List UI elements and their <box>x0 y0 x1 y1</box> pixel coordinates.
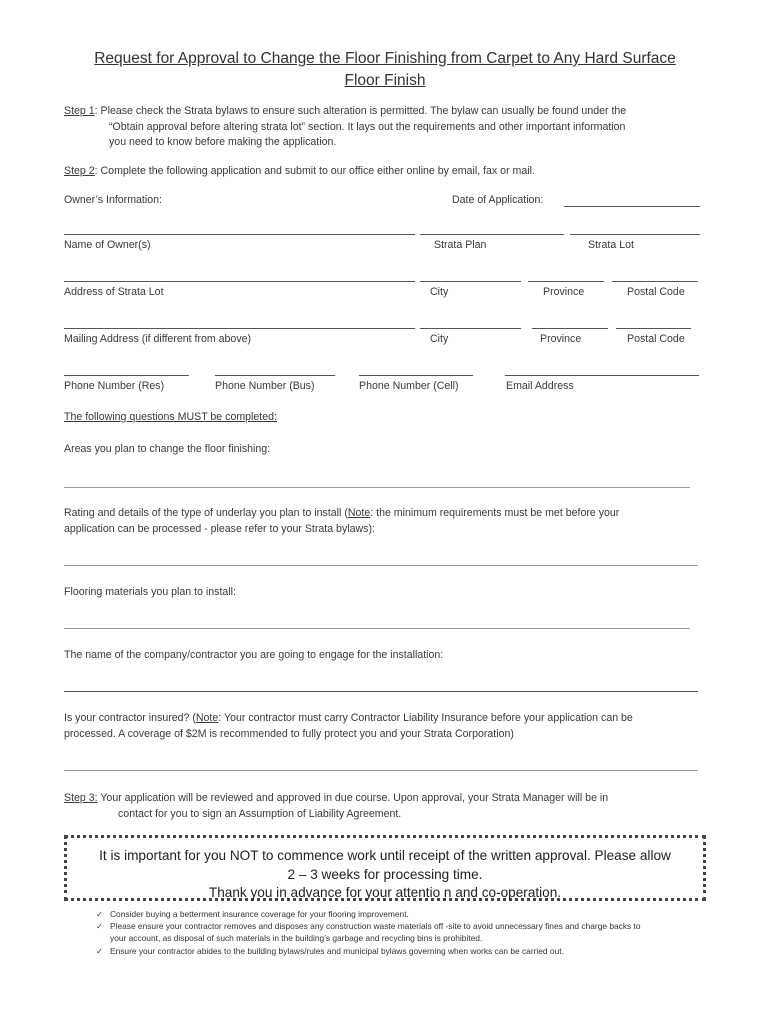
name-of-owner-field[interactable] <box>64 234 415 235</box>
city-label-1: City <box>430 286 449 298</box>
title-line-2: Floor Finish <box>344 72 426 89</box>
underlay-note: Note <box>347 507 371 519</box>
province-field-1[interactable] <box>528 281 604 282</box>
step3-text-2: contact for you to sign an Assumption of Liability Agreement. <box>118 807 402 820</box>
underlay-text-3: application can be processed - please refer to your Strata bylaws): <box>64 522 375 535</box>
insured-text-1: Is your contractor insured? ( <box>64 712 196 724</box>
checkmark-icon: ✓ <box>96 946 104 956</box>
phone-bus-label: Phone Number (Bus) <box>215 380 315 392</box>
mailing-address-field[interactable] <box>64 328 415 329</box>
underlay-question <box>64 506 724 537</box>
checklist-item-2a: Please ensure your contractor removes and disposes any construction waste materials off -site to avoid unnecessary fines and charge backs to <box>110 921 641 931</box>
insured-text-3: processed. A coverage of $2M is recommended to fully protect you and your Strata Corporation) <box>64 727 514 740</box>
materials-question: Flooring materials you plan to install: <box>64 586 236 598</box>
contractor-question: The name of the company/contractor you are going to engage for the installation: <box>64 649 444 661</box>
step3-label: Step 3: <box>64 792 98 804</box>
insured-note: Note <box>195 712 219 724</box>
page-title <box>60 48 710 92</box>
strata-lot-field[interactable] <box>570 234 700 235</box>
step2-text: : Complete the following application and submit to our office either online by email, fax or mail. <box>94 165 535 177</box>
strata-lot-label: Strata Lot <box>588 239 634 251</box>
step2-label: Step 2 <box>64 165 95 177</box>
owner-info-label: Owner’s Information: <box>64 194 162 206</box>
name-of-owner-label: Name of Owner(s) <box>64 239 151 251</box>
insured-answer-field[interactable] <box>64 770 698 771</box>
notice-line-3: Thank you in advance for your attentio n and co-operation. <box>208 885 562 900</box>
checklist-item <box>96 945 726 957</box>
notice-line-1: It is important for you NOT to commence work until receipt of the written approval. Please allow <box>99 848 671 863</box>
step1-label: Step 1 <box>64 105 95 117</box>
postal-code-label-1: Postal Code <box>627 286 685 298</box>
phone-res-label: Phone Number (Res) <box>64 380 165 392</box>
strata-plan-field[interactable] <box>420 234 564 235</box>
phone-bus-field[interactable] <box>215 375 335 376</box>
strata-plan-label: Strata Plan <box>434 239 487 251</box>
step1-text-2: “Obtain approval before altering strata lot” section. It lays out the requirements and other important information <box>109 120 626 133</box>
underlay-text-1: Rating and details of the type of underlay you plan to install ( <box>64 507 348 519</box>
date-of-application-label: Date of Application: <box>452 194 544 206</box>
city-field-2[interactable] <box>420 328 521 329</box>
province-label-2: Province <box>540 333 582 345</box>
email-address-label: Email Address <box>506 380 574 392</box>
materials-answer-field[interactable] <box>64 628 690 629</box>
important-notice-box <box>64 835 706 901</box>
questions-heading: The following questions MUST be completed: <box>64 411 277 423</box>
date-of-application-field[interactable] <box>564 206 700 207</box>
checkmark-icon: ✓ <box>96 921 104 931</box>
underlay-answer-field[interactable] <box>64 565 698 566</box>
insured-text-2: : Your contractor must carry Contractor Liability Insurance before your application can be <box>218 712 633 724</box>
phone-res-field[interactable] <box>64 375 189 376</box>
province-label-1: Province <box>543 286 585 298</box>
phone-cell-label: Phone Number (Cell) <box>359 380 459 392</box>
checklist-item-2b: your account, as disposal of such materials in the building’s garbage and recycling bins is prohibited. <box>110 933 483 943</box>
contractor-answer-field[interactable] <box>64 691 698 692</box>
email-address-field[interactable] <box>505 375 699 376</box>
checkmark-icon: ✓ <box>96 909 104 919</box>
notice-line-2: 2 – 3 weeks for processing time. <box>287 866 483 882</box>
checklist-item-3: Ensure your contractor abides to the building bylaws/rules and municipal bylaws governing when works can be carried out. <box>110 946 564 956</box>
underlay-text-2: : the minimum requirements must be met before your <box>370 507 620 519</box>
step1-text-1: : Please check the Strata bylaws to ensure such alteration is permitted. The bylaw can usually be found under the <box>94 105 627 117</box>
areas-answer-field[interactable] <box>64 487 690 488</box>
province-field-2[interactable] <box>532 328 608 329</box>
step2-paragraph <box>64 164 535 180</box>
address-label: Address of Strata Lot <box>64 286 164 298</box>
step3-text-1: Your application will be reviewed and approved in due course. Upon approval, your Strata Manager will be in <box>97 792 609 804</box>
title-line-1: Request for Approval to Change the Floor Finishing from Carpet to Any Hard Surface <box>94 50 676 67</box>
checklist-item <box>96 908 726 920</box>
insured-question <box>64 711 724 742</box>
step3-paragraph <box>64 791 724 822</box>
address-field[interactable] <box>64 281 415 282</box>
phone-cell-field[interactable] <box>359 375 473 376</box>
mailing-address-label: Mailing Address (if different from above) <box>64 333 252 345</box>
city-field-1[interactable] <box>420 281 521 282</box>
areas-question: Areas you plan to change the floor finishing: <box>64 443 271 455</box>
step1-paragraph <box>64 104 724 151</box>
checklist-item-1: Consider buying a betterment insurance coverage for your flooring improvement. <box>110 909 409 919</box>
postal-code-field-2[interactable] <box>616 328 691 329</box>
city-label-2: City <box>430 333 449 345</box>
postal-code-label-2: Postal Code <box>627 333 685 345</box>
postal-code-field-1[interactable] <box>612 281 698 282</box>
checklist-item <box>96 920 726 944</box>
step1-text-3: you need to know before making the application. <box>109 136 337 148</box>
